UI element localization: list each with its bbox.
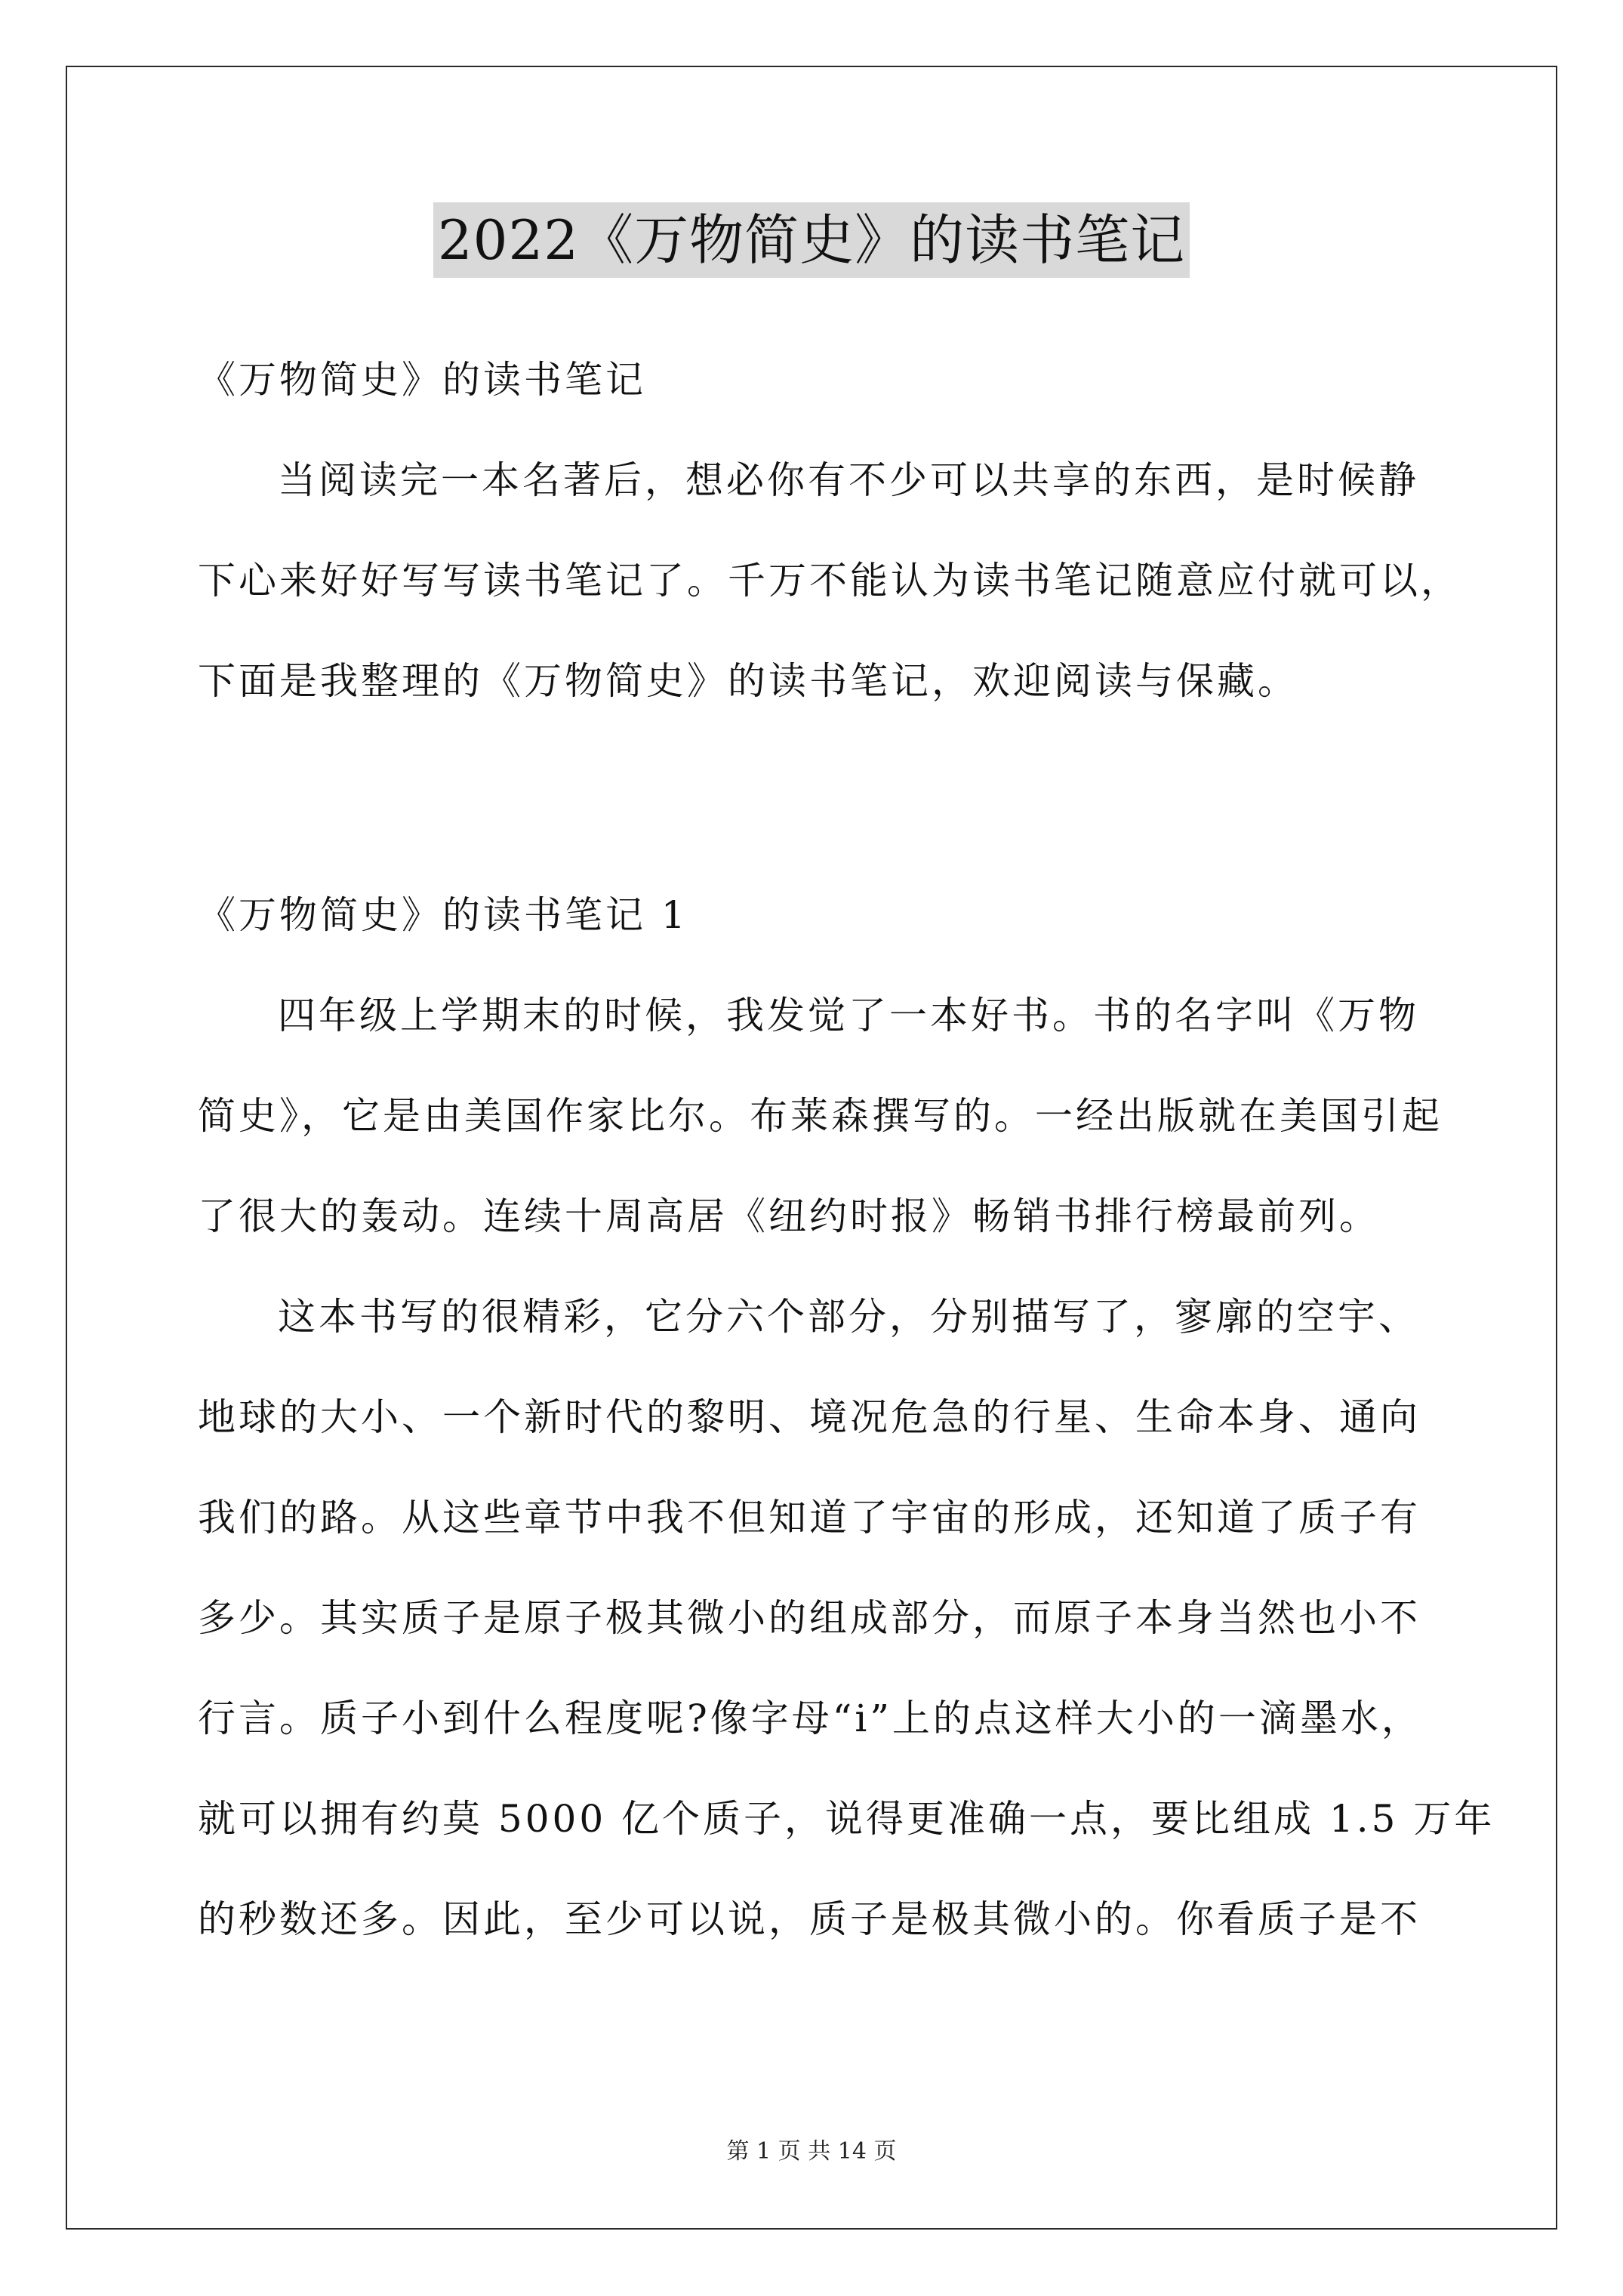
paragraph-line: 我们的路。从这些章节中我不但知道了宇宙的形成，还知道了质子有 [198,1496,1421,1539]
intro-line: 下心来好好写写读书笔记了。千万不能认为读书笔记随意应付就可以， [198,559,1461,603]
paragraph-line: 简史》，它是由美国作家比尔。布莱森撰写的。一经出版就在美国引起 [198,1094,1443,1138]
paragraph-line: 的秒数还多。因此，至少可以说，质子是极其微小的。你看质子是不 [198,1897,1421,1941]
section-heading: 《万物简史》的读书笔记 1 [198,893,688,937]
document-body [198,330,1461,732]
paragraph-line: 地球的大小、一个新时代的黎明、境况危急的行星、生命本身、通向 [198,1395,1421,1439]
section-1 [198,865,1495,1970]
paragraph-line: 多少。其实质子是原子极其微小的组成部分，而原子本身当然也小不 [198,1596,1421,1640]
document-title: 2022《万物简史》的读书笔记 [433,202,1190,278]
paragraph-line: 就可以拥有约莫 5000 亿个质子，说得更准确一点，要比组成 1.5 万年 [198,1797,1495,1841]
paragraph-line: 了很大的轰动。连续十周高居《纽约时报》畅销书排行榜最前列。 [198,1194,1380,1238]
intro-line: 当阅读完一本名著后，想必你有不少可以共享的东西，是时候静 [278,458,1419,502]
intro-line: 下面是我整理的《万物简史》的读书笔记，欢迎阅读与保藏。 [198,659,1298,703]
paragraph-line: 行言。质子小到什么程度呢?像字母“i”上的点这样大小的一滴墨水， [198,1697,1422,1740]
page-footer [0,2137,1623,2167]
title-container [0,202,1623,278]
page-number: 第 1 页 共 14 页 [726,2138,897,2165]
subtitle: 《万物简史》的读书笔记 [198,358,646,402]
paragraph-line: 四年级上学期末的时候，我发觉了一本好书。书的名字叫《万物 [278,994,1419,1037]
paragraph-line: 这本书写的很精彩，它分六个部分，分别描写了，寥廓的空宇、 [278,1295,1419,1339]
